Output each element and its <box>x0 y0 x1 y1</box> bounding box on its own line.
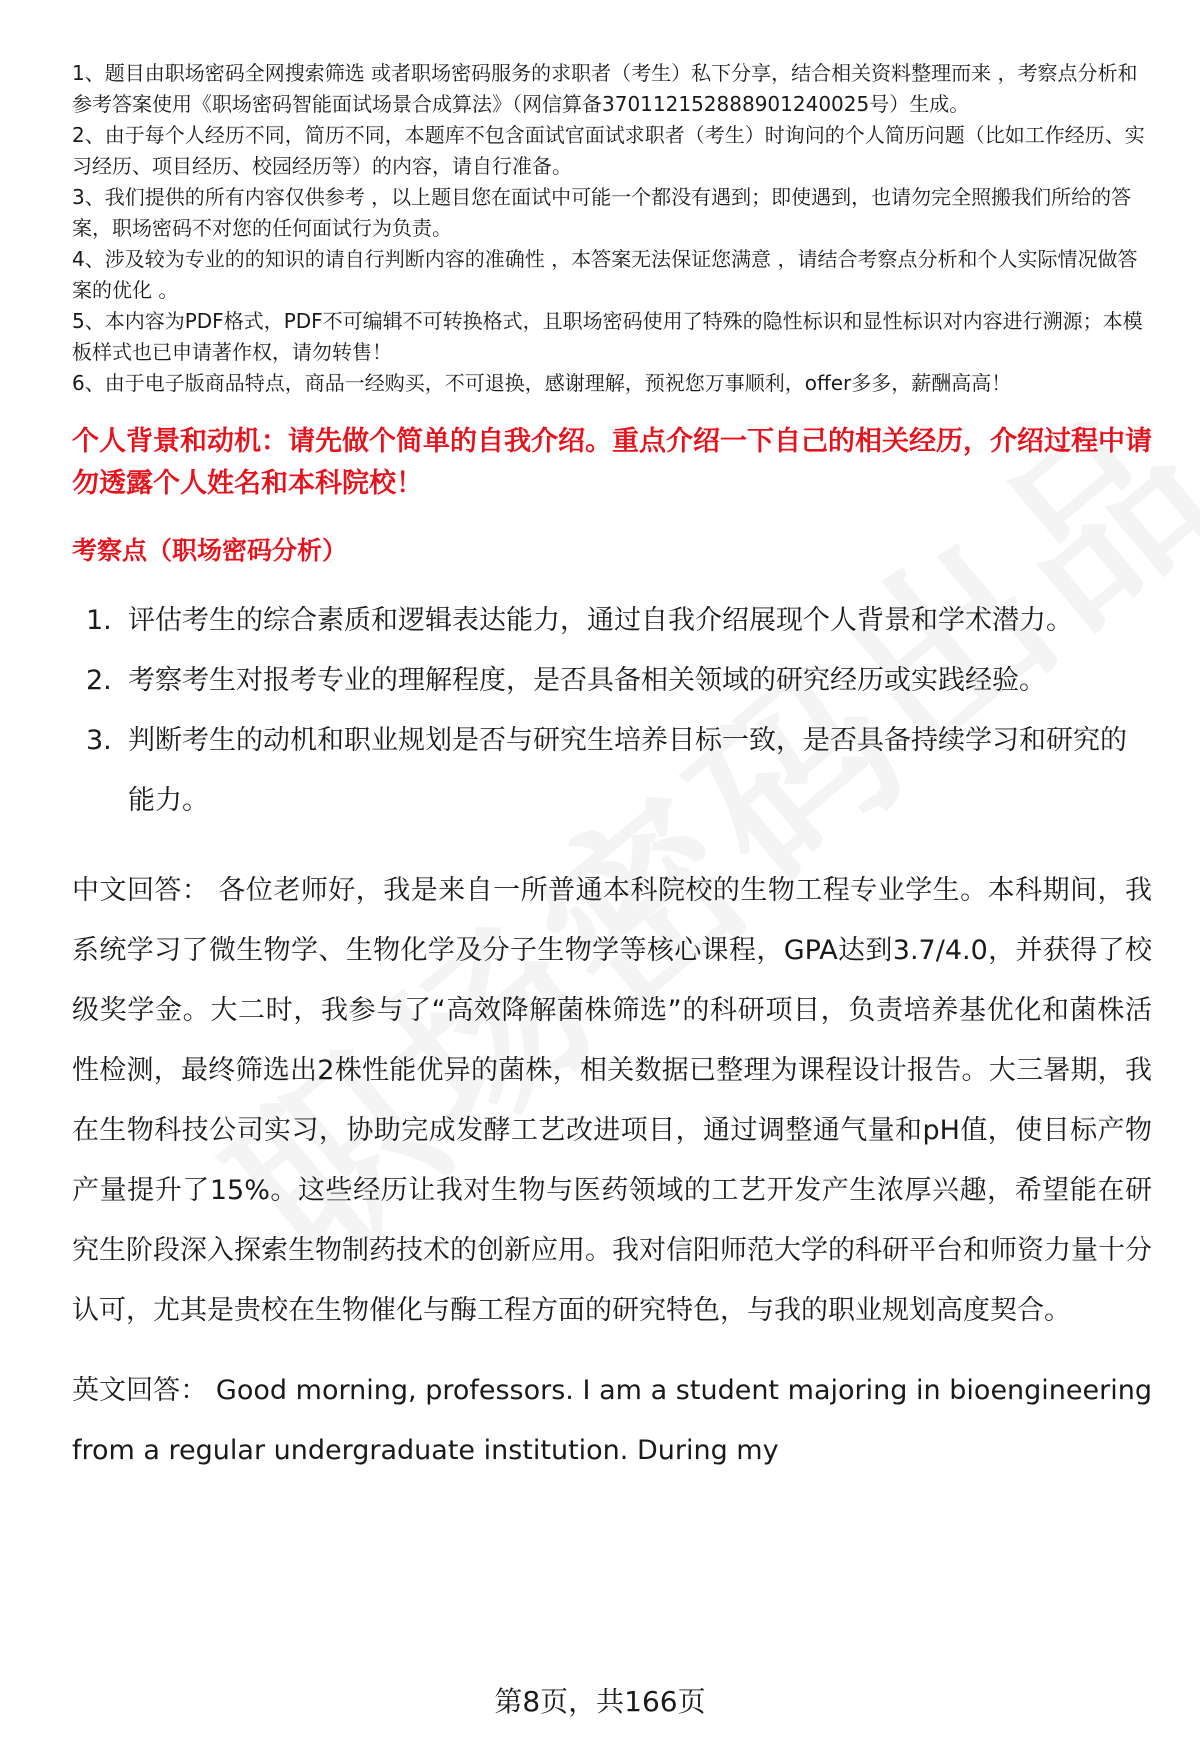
point-text: 考察考生对报考专业的理解程度，是否具备相关领域的研究经历或实践经验。 <box>128 665 1046 696</box>
english-answer: 英文回答： Good morning, professors. I am a student majoring in bioengineering from a regular undergraduate institution. During my <box>72 1375 1152 1466</box>
point-number: 2. <box>86 665 112 696</box>
page-content <box>72 58 1152 1481</box>
point-text: 判断考生的动机和职业规划是否与研究生培养目标一致，是否具备持续学习和研究的能力。 <box>128 725 1127 816</box>
point-number: 3. <box>86 725 112 756</box>
analysis-points <box>72 591 1152 831</box>
notice-item: 5、本内容为PDF格式，PDF不可编辑不可转换格式，且职场密码使用了特殊的隐性标识和显性标识对内容进行溯源；本模板样式也已申请著作权，请勿转售！ <box>72 309 1143 364</box>
analysis-point <box>72 651 1152 711</box>
analysis-point <box>72 591 1152 651</box>
question-heading: 个人背景和动机：请先做个简单的自我介绍。重点介绍一下自己的相关经历，介绍过程中请勿透露个人姓名和本科院校！ <box>72 426 1152 499</box>
page-footer: 第8页，共166页 <box>494 1685 706 1718</box>
analysis-section-title: 考察点（职场密码分析） <box>72 536 348 565</box>
notice-item: 4、涉及较为专业的的知识的请自行判断内容的准确性 ，本答案无法保证您满意 ，请结合考察点分析和个人实际情况做答案的优化 。 <box>72 247 1138 302</box>
notice-item: 6、由于电子版商品特点，商品一经购买，不可退换，感谢理解，预祝您万事顺利，offer多多，薪酬高高！ <box>72 371 1012 395</box>
analysis-point <box>72 711 1152 831</box>
point-number: 1. <box>86 605 112 636</box>
notice-list <box>72 58 1152 399</box>
notice-item: 1、题目由职场密码全网搜索筛选 或者职场密码服务的求职者（考生）私下分享，结合相关资料整理而来 ，考察点分析和参考答案使用《职场密码智能面试场景合成算法》（网信算备370112152888901240025号）生成。 <box>72 61 1138 116</box>
notice-item: 2、由于每个人经历不同，简历不同，本题库不包含面试官面试求职者（考生）时询问的个人简历问题（比如工作经历、实习经历、项目经历、校园经历等）的内容，请自行准备。 <box>72 123 1145 178</box>
notice-item: 3、我们提供的所有内容仅供参考 ，以上题目您在面试中可能一个都没有遇到；即使遇到，也请勿完全照搬我们所给的答案，职场密码不对您的任何面试行为负责。 <box>72 185 1132 240</box>
point-text: 评估考生的综合素质和逻辑表达能力，通过自我介绍展现个人背景和学术潜力。 <box>128 605 1073 636</box>
chinese-answer: 中文回答： 各位老师好，我是来自一所普通本科院校的生物工程专业学生。本科期间，我系统学习了微生物学、生物化学及分子生物学等核心课程，GPA达到3.7/4.0，并获得了校级奖学金。大二时，我参与了“高效降解菌株筛选”的科研项目，负责培养基优化和菌株活性检测，最终筛选出2株性能优异的菌株，相关数据已整理为课程设计报告。大三暑期，我在生物科技公司实习，协助完成发酵工艺改进项目，通过调整通气量和pH值，使目标产物产量提升了15%。这些经历让我对生物与医药领域的工艺开发产生浓厚兴趣，希望能在研究生阶段深入探索生物制药技术的创新应用。我对信阳师范大学的科研平台和师资力量十分认可，尤其是贵校在生物催化与酶工程方面的研究特色，与我的职业规划高度契合。 <box>72 875 1152 1326</box>
